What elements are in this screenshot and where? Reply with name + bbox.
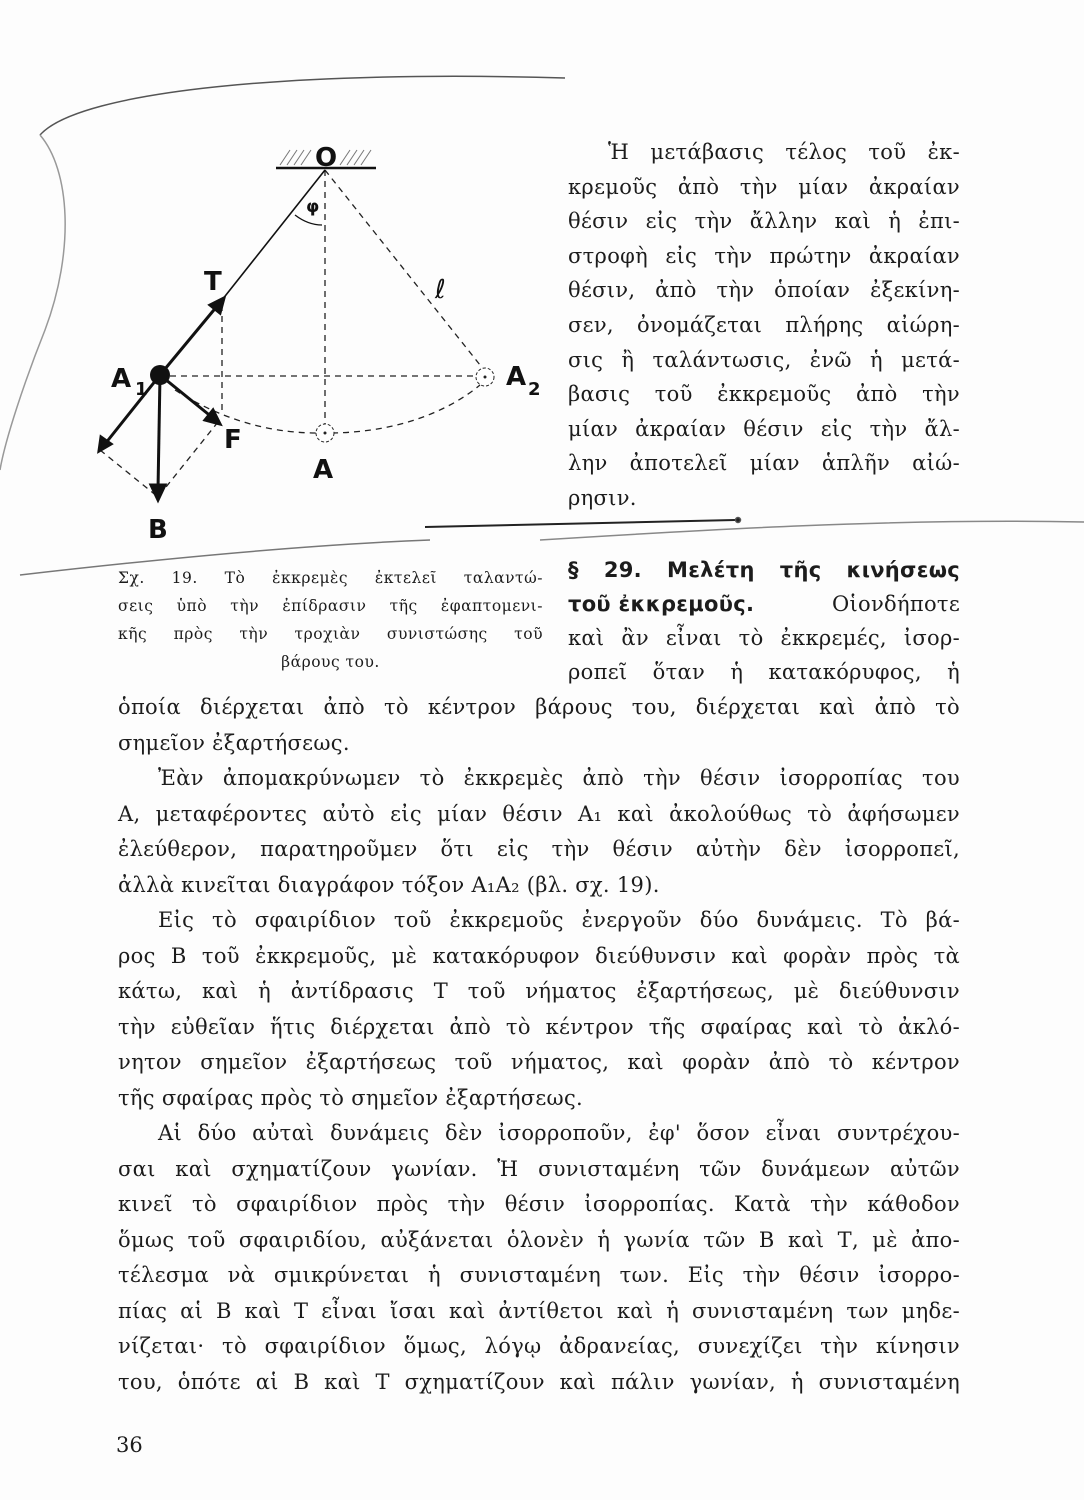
body-text-line: τῆς σφαίρας πρὸς τὸ σημεῖον ἐξαρτήσεως. — [118, 1085, 584, 1110]
section-text: Οἱονδήποτε — [831, 592, 960, 616]
section-heading: § 29. Μελέτη τῆς κινήσεως — [568, 558, 960, 582]
section-text: καὶ ἂν εἶναι τὸ ἐκκρεμές, ἰσορ- — [568, 626, 960, 650]
label-length: ℓ — [435, 275, 446, 305]
right-column-line: Ἡ μετάβασις τέλος τοῦ ἐκ- — [608, 140, 960, 164]
label-A1: A — [111, 364, 132, 394]
right-column-line: θέσιν εἰς τὴν ἄλλην καὶ ἡ ἐπι- — [568, 209, 960, 234]
section-heading-cont: τοῦ ἐκκρεμοῦς. — [568, 592, 755, 616]
right-column-line: βασις τοῦ ἐκκρεμοῦς ἀπὸ τὴν — [568, 382, 960, 407]
right-column-line: ρησιν. — [568, 486, 637, 510]
label-B: B — [148, 515, 168, 545]
body-text-line: Ἐὰν ἀπομακρύνωμεν τὸ ἐκκρεμὲς ἀπὸ τὴν θέσιν ἰσορροπίας του — [158, 766, 960, 790]
body-text-line: σαι καὶ σχηματίζουν γωνίαν. Ἡ συνισταμένη τῶν δυνάμεων αὐτῶν — [118, 1156, 960, 1181]
body-text-line: ρος Β τοῦ ἐκκρεμοῦς, μὲ κατακόρυφον διεύθυνσιν καὶ φορὰν πρὸς τὰ — [118, 943, 960, 968]
label-F: F — [224, 425, 242, 455]
force-vectors — [99, 298, 224, 500]
label-T: T — [204, 267, 222, 297]
right-column-line: μίαν ἀκραίαν θέσιν εἰς τὴν ἄλ- — [568, 416, 960, 441]
label-phi: φ — [306, 197, 320, 217]
string-A2 — [325, 170, 484, 370]
body-text-line: Αἱ δύο αὐταὶ δυνάμεις δὲν ἰσορροποῦν, ἐφ' ὅσον εἶναι συντρέχου- — [158, 1121, 960, 1145]
body-text-line: τὴν εὐθεῖαν ἥτις διέρχεται ἀπὸ τὸ κέντρον τῆς σφαίρας καὶ τὸ ἀκλό- — [118, 1014, 960, 1039]
right-column-line: στροφὴ εἰς τὴν πρώτην ἀκραίαν — [568, 243, 960, 268]
body-text-line: σημεῖον ἐξαρτήσεως. — [118, 730, 350, 755]
body-text-line: Εἰς τὸ σφαιρίδιον τοῦ ἐκκρεμοῦς ἐνεργοῦν δύο δυνάμεις. Τὸ βά- — [158, 908, 960, 932]
label-A: A — [313, 455, 334, 485]
label-A2-sub: 2 — [528, 379, 541, 400]
right-column-line: κρεμοῦς ἀπὸ τὴν μίαν ἀκραίαν — [568, 174, 960, 199]
body-text-line: νίζεται· τὸ σφαιρίδιον ὅμως, λόγῳ ἀδρανείας, συνεχίζει τὴν κίνησιν — [118, 1334, 960, 1358]
figure-caption-line: σεις ὑπὸ τὴν ἐπίδρασιν τῆς ἐφαπτομενι- — [118, 597, 543, 615]
body-text-line: ἀλλὰ κινεῖται διαγράφον τόξον Α₁Α₂ (βλ. σχ. 19). — [118, 872, 660, 897]
body-text-line: πίας αἱ Β καὶ Τ εἶναι ἴσαι καὶ ἀντίθετοι καὶ ἡ συνισταμένη των μηδε- — [118, 1298, 960, 1323]
body-text-line: τέλεσμα νὰ σμικρύνεται ἡ συνισταμένη των. Εἰς τὴν θέσιν ἰσορρο- — [118, 1263, 960, 1287]
label-A2: A — [506, 362, 527, 392]
body-text-line: ὁποία διέρχεται ἀπὸ τὸ κέντρον βάρους του, διέρχεται καὶ ἀπὸ τὸ — [118, 695, 960, 719]
right-column-line: θέσιν, ἀπὸ τὴν ὁποίαν ἐξεκίνη- — [568, 278, 960, 303]
label-A1-sub: 1 — [135, 379, 148, 400]
figure-caption-line: κῆς πρὸς τὴν τροχιὰν συνιστώσης τοῦ — [118, 625, 543, 643]
section-text: ροπεῖ ὅταν ἡ κατακόρυφος, ἡ — [568, 660, 960, 684]
body-text-line: νητον σημεῖον ἐξαρτήσεως τοῦ νήματος, καὶ φορὰν ἀπὸ τὸ κέντρον — [118, 1050, 960, 1074]
body-text-line: κινεῖ τὸ σφαιρίδιον πρὸς τὴν θέσιν ἰσορροπίας. Κατὰ τὴν κάθοδον — [118, 1192, 960, 1216]
string-A1 — [222, 170, 325, 300]
body-text-line: του, ὁπότε αἱ Β καὶ Τ σχηματίζουν καὶ πάλιν γωνίαν, ἡ συνισταμένη — [118, 1369, 960, 1394]
figure-caption-line: Σχ. 19. Τὸ ἐκκρεμὲς ἐκτελεῖ ταλαντώ- — [118, 569, 543, 587]
page-number: 36 — [116, 1433, 143, 1457]
right-column-line: σις ἢ ταλάντωσις, ἐνῶ ἡ μετά- — [568, 347, 960, 372]
figure-caption-line: βάρους του. — [281, 653, 380, 671]
body-text-line: ὅμως τοῦ σφαιριδίου, αὐξάνεται ὁλονὲν ἡ γωνία τῶν Β καὶ Τ, μὲ ἀπο- — [118, 1227, 960, 1252]
right-column-line: λην ἀποτελεῖ μίαν ἁπλῆν αἰώ- — [568, 451, 960, 476]
label-O: O — [315, 143, 338, 173]
right-column-line: σεν, ὀνομάζεται πλήρης αἰώρη- — [568, 313, 960, 337]
body-text-line: Α, μεταφέροντες αὐτὸ εἰς μίαν θέσιν Α₁ καὶ ἀκολούθως τὸ ἀφήσωμεν — [118, 801, 960, 826]
bob-A1 — [150, 365, 170, 385]
body-text-line: ἐλεύθερον, παρατηροῦμεν ὅτι εἰς τὴν θέσιν αὐτὴν δὲν ἰσορροπεῖ, — [118, 837, 960, 861]
body-text-line: κάτω, καὶ ἡ ἀντίδρασις Τ τοῦ νήματος ἐξαρτήσεως, μὲ διεύθυνσιν — [118, 979, 960, 1003]
